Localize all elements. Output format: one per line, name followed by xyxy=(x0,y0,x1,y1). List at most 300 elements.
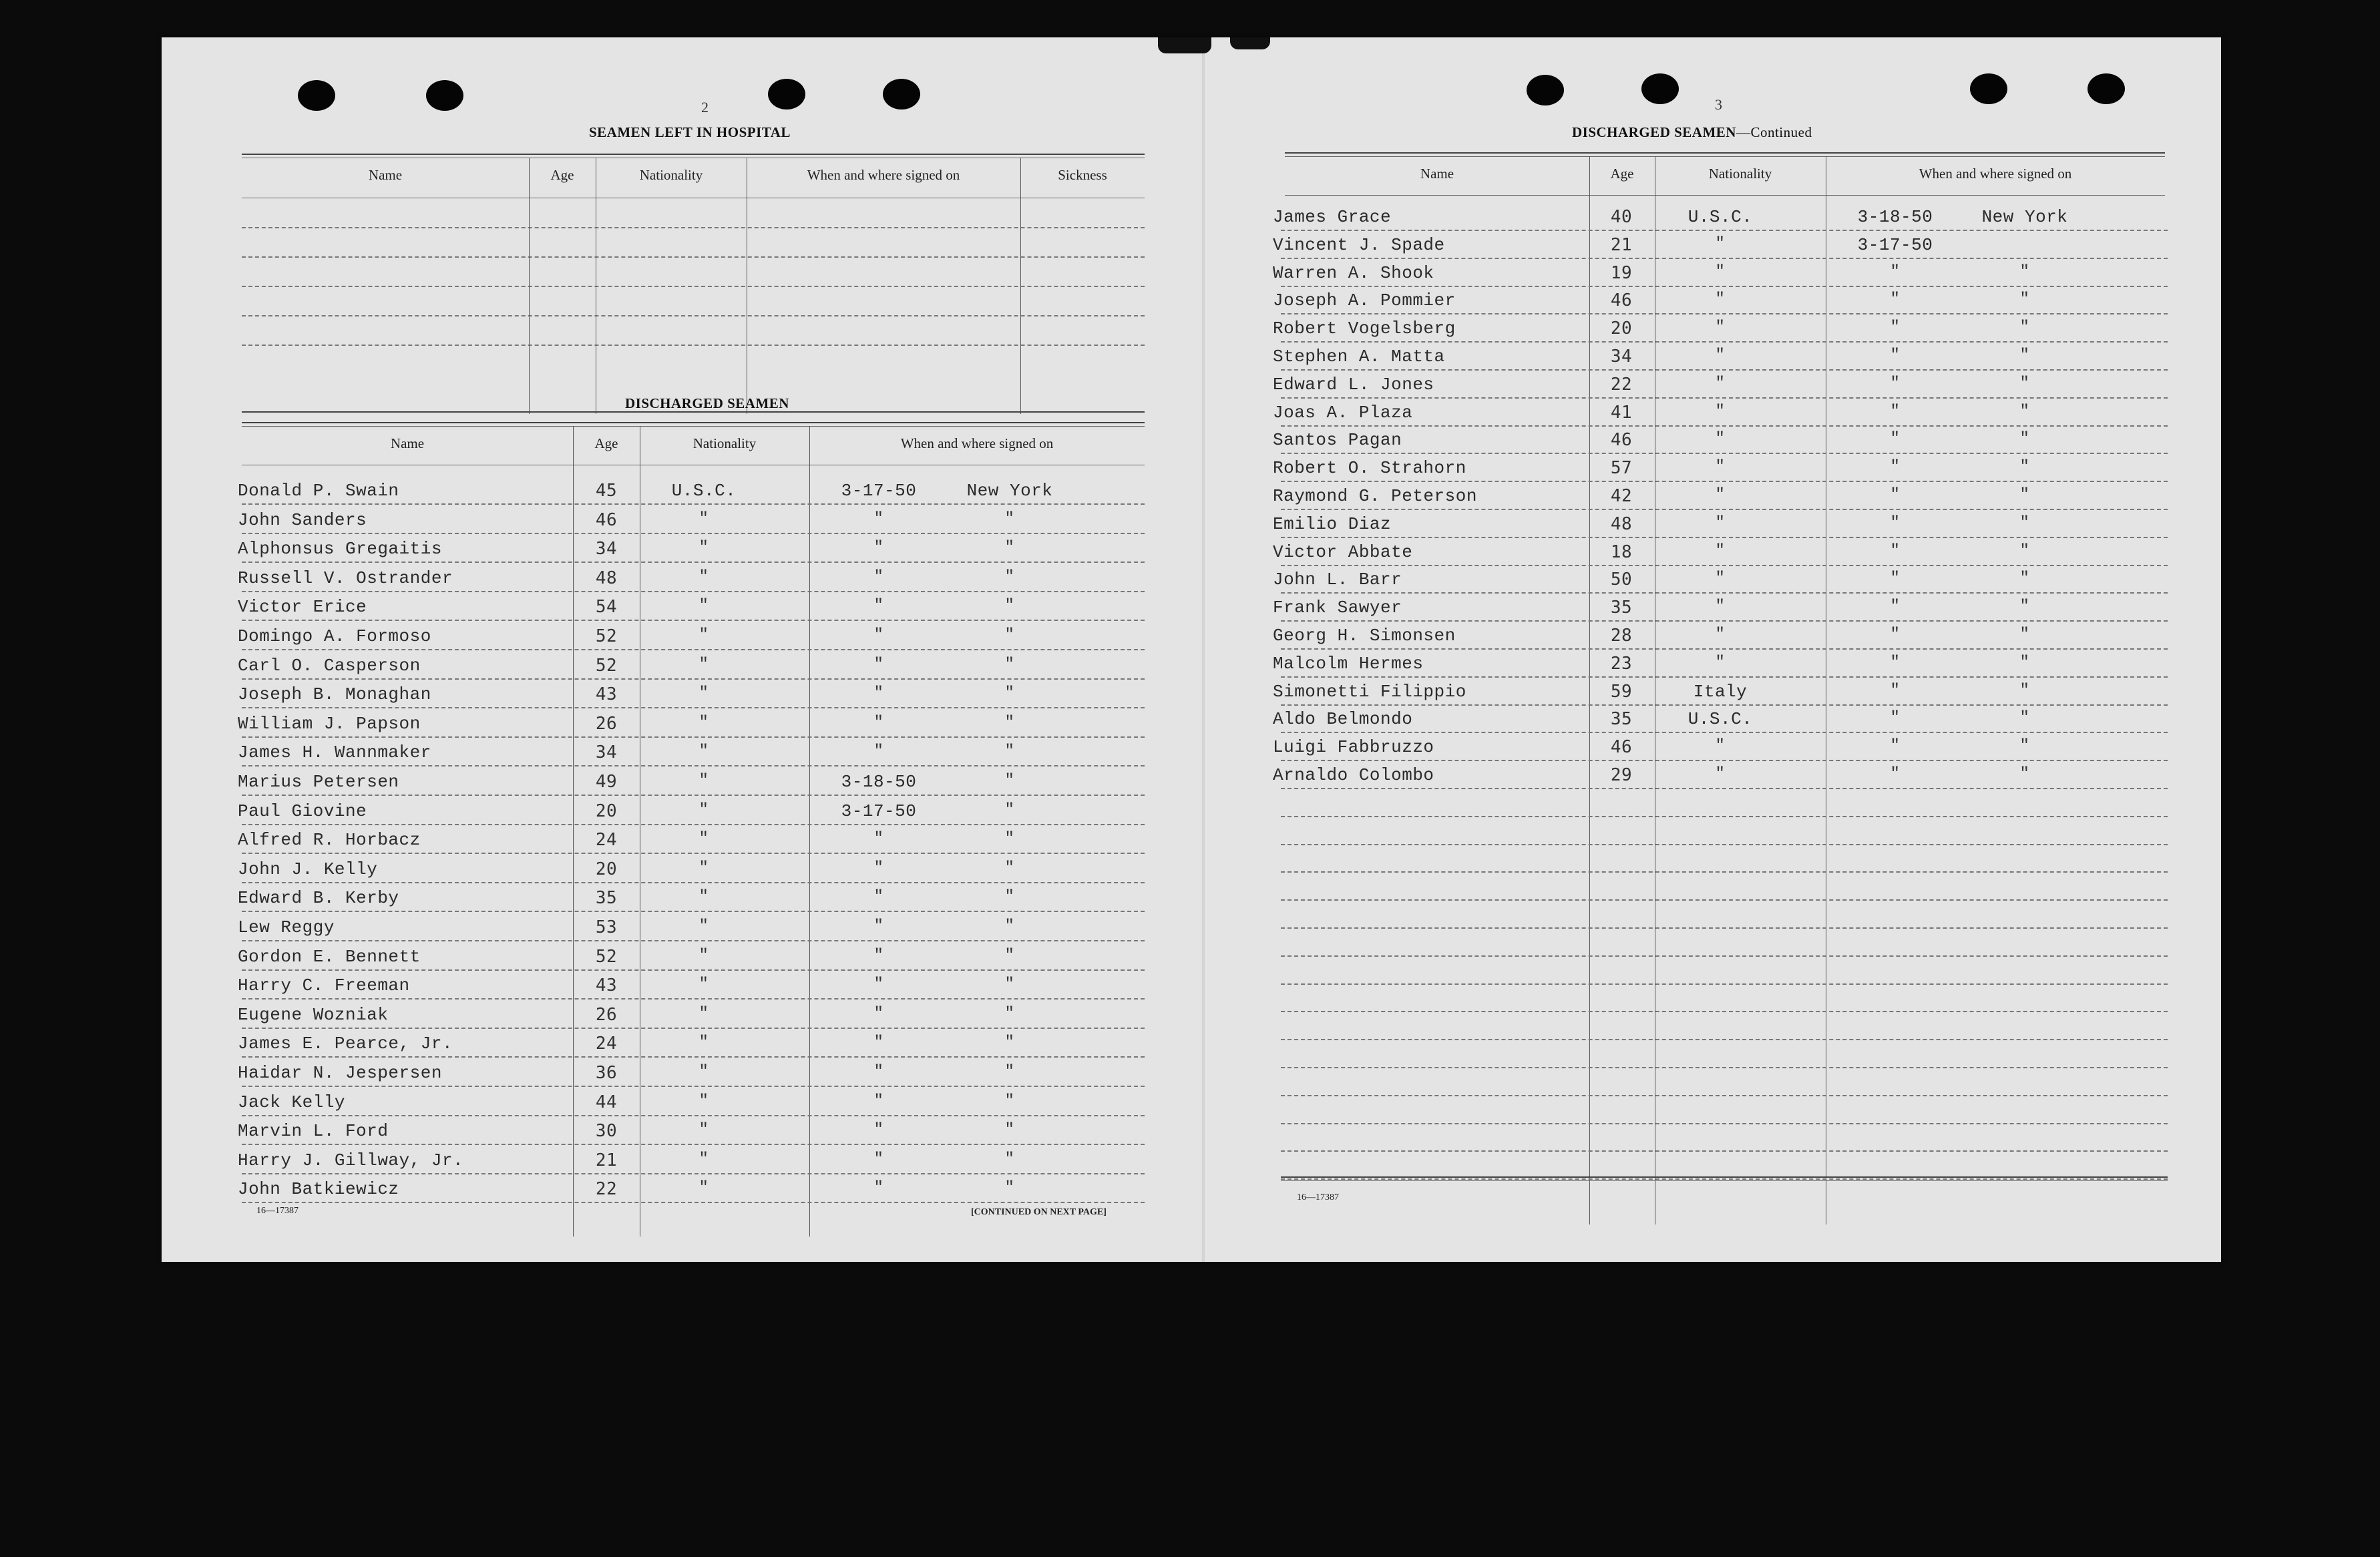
blank-row-rule xyxy=(1281,927,2168,929)
seaman-nationality: " xyxy=(1715,626,1726,644)
seaman-signed-on-place: " xyxy=(2019,598,2030,616)
seaman-age: 34 xyxy=(595,742,618,763)
seaman-age: 48 xyxy=(1610,513,1633,534)
seaman-signed-on-place: " xyxy=(1004,626,1015,644)
hospital-blank-line xyxy=(242,315,1145,316)
seaman-name: Domingo A. Formoso xyxy=(238,626,431,646)
row-rule xyxy=(242,853,1145,854)
blank-row-rule xyxy=(1281,1150,2168,1152)
seaman-signed-on-date: 3-17-50 xyxy=(841,481,917,501)
blank-row-rule xyxy=(1281,871,2168,873)
row-rule xyxy=(242,1173,1145,1174)
seaman-nationality: " xyxy=(699,597,709,616)
blank-row-rule xyxy=(1281,1011,2168,1012)
seaman-nationality: " xyxy=(699,975,709,994)
blank-row-rule xyxy=(1281,816,2168,817)
seaman-signed-on-place: " xyxy=(1004,946,1015,965)
seaman-signed-on-date: " xyxy=(873,888,884,907)
seaman-name: Joseph B. Monaghan xyxy=(238,684,431,705)
seaman-signed-on-place: " xyxy=(1004,859,1015,877)
seaman-age: 45 xyxy=(595,481,618,501)
seaman-name: Frank Sawyer xyxy=(1273,598,1402,618)
seaman-age: 46 xyxy=(1610,430,1633,451)
seaman-nationality: " xyxy=(1715,653,1726,672)
seaman-name: Alphonsus Gregaitis xyxy=(238,539,442,560)
row-rule xyxy=(1281,537,2168,538)
row-rule xyxy=(1281,648,2168,650)
blank-row-rule xyxy=(1281,1178,2168,1180)
seaman-age: 22 xyxy=(595,1179,618,1200)
seaman-nationality: " xyxy=(699,713,709,732)
row-rule xyxy=(242,562,1145,563)
seaman-age: 46 xyxy=(1610,290,1633,311)
hospital-blank-line xyxy=(242,345,1145,346)
seaman-signed-on-date: " xyxy=(873,626,884,644)
seaman-nationality: " xyxy=(1715,430,1726,449)
row-rule xyxy=(1281,676,2168,678)
seaman-signed-on-date: " xyxy=(873,975,884,994)
row-rule xyxy=(242,795,1145,796)
seaman-signed-on-place: " xyxy=(1004,1034,1015,1052)
seaman-nationality: U.S.C. xyxy=(671,481,737,501)
row-rule xyxy=(242,1144,1145,1145)
seaman-nationality: " xyxy=(699,917,709,935)
seaman-age: 57 xyxy=(1610,458,1633,479)
row-rule xyxy=(1281,592,2168,594)
seaman-name: Victor Erice xyxy=(238,597,367,618)
seaman-signed-on-place: " xyxy=(1004,1092,1015,1110)
seaman-signed-on-place: " xyxy=(2019,681,2030,700)
hospital-col-name: Name xyxy=(368,167,403,183)
seaman-nationality: " xyxy=(1715,598,1726,616)
seaman-signed-on-place: " xyxy=(1004,830,1015,849)
page-fold xyxy=(1202,37,1205,1262)
punch-hole xyxy=(298,80,335,111)
seaman-age: 24 xyxy=(595,1034,618,1054)
hospital-col-nationality: Nationality xyxy=(639,167,703,183)
row-rule xyxy=(1281,788,2168,789)
seaman-signed-on-place: " xyxy=(2019,541,2030,560)
seaman-signed-on-date: " xyxy=(873,568,884,586)
seaman-nationality: " xyxy=(699,1150,709,1168)
seaman-name: Stephen A. Matta xyxy=(1273,347,1445,367)
seaman-signed-on-date: " xyxy=(873,1179,884,1198)
seaman-name: Arnaldo Colombo xyxy=(1273,765,1434,785)
discharged-top-rule xyxy=(242,422,1145,423)
seaman-nationality: " xyxy=(699,946,709,965)
row-rule xyxy=(242,591,1145,592)
seaman-name: John J. Kelly xyxy=(238,859,378,879)
seaman-name: William J. Papson xyxy=(238,713,421,734)
seaman-name: Paul Giovine xyxy=(238,801,367,821)
seaman-age: 20 xyxy=(595,859,618,879)
seaman-signed-on-date: " xyxy=(1890,430,1901,449)
seaman-signed-on-place: " xyxy=(2019,737,2030,756)
seaman-age: 35 xyxy=(1610,709,1633,730)
seaman-nationality: " xyxy=(1715,486,1726,504)
seaman-name: Haidar N. Jespersen xyxy=(238,1063,442,1083)
seaman-signed-on-date: " xyxy=(1890,374,1901,393)
row-rule xyxy=(1281,509,2168,510)
row-rule xyxy=(242,998,1145,999)
seaman-signed-on-date: 3-18-50 xyxy=(1857,207,1933,227)
seaman-name: Malcolm Hermes xyxy=(1273,653,1424,674)
row-rule xyxy=(242,911,1145,912)
seaman-signed-on-place: " xyxy=(2019,430,2030,449)
seaman-nationality: " xyxy=(1715,765,1726,783)
seaman-signed-on-place: " xyxy=(1004,539,1015,558)
row-rule xyxy=(1281,704,2168,706)
right-col-age: Age xyxy=(1610,166,1634,182)
row-rule xyxy=(1281,341,2168,343)
row-rule xyxy=(242,765,1145,766)
row-rule xyxy=(242,620,1145,621)
seaman-signed-on-place: " xyxy=(1004,1063,1015,1081)
seaman-age: 41 xyxy=(1610,402,1633,423)
blank-row-rule xyxy=(1281,955,2168,957)
seaman-signed-on-place: " xyxy=(2019,458,2030,477)
seaman-signed-on-date: " xyxy=(873,684,884,703)
seaman-nationality: " xyxy=(1715,318,1726,337)
seaman-signed-on-date: 3-18-50 xyxy=(841,772,917,792)
seaman-signed-on-place: " xyxy=(1004,1150,1015,1168)
seaman-nationality: " xyxy=(699,1063,709,1081)
seaman-name: Donald P. Swain xyxy=(238,481,399,501)
seaman-name: Lew Reggy xyxy=(238,917,335,937)
seaman-age: 44 xyxy=(595,1092,618,1112)
seaman-name: Russell V. Ostrander xyxy=(238,568,453,588)
seaman-nationality: " xyxy=(699,539,709,558)
blank-row-rule xyxy=(1281,1067,2168,1068)
seaman-name: Gordon E. Bennett xyxy=(238,946,421,967)
seaman-age: 20 xyxy=(1610,318,1633,339)
seaman-name: James H. Wannmaker xyxy=(238,742,431,763)
seaman-nationality: " xyxy=(699,568,709,586)
seaman-nationality: Italy xyxy=(1693,681,1748,702)
seaman-name: Alfred R. Horbacz xyxy=(238,830,421,851)
row-rule xyxy=(242,533,1145,534)
paper-tear xyxy=(1230,37,1270,49)
row-rule xyxy=(242,678,1145,680)
row-rule xyxy=(1281,565,2168,566)
seaman-age: 48 xyxy=(595,568,618,588)
seaman-age: 49 xyxy=(595,772,618,792)
seaman-name: John Batkiewicz xyxy=(238,1179,399,1200)
seaman-age: 36 xyxy=(595,1063,618,1083)
seaman-signed-on-place: " xyxy=(1004,568,1015,586)
seaman-signed-on-place: " xyxy=(2019,486,2030,504)
seaman-nationality: U.S.C. xyxy=(1688,207,1753,227)
seaman-signed-on-date: " xyxy=(873,1092,884,1110)
paper-tear xyxy=(1158,37,1211,53)
seaman-signed-on-date: 3-17-50 xyxy=(841,801,917,821)
row-rule xyxy=(242,1202,1145,1203)
seaman-nationality: " xyxy=(699,830,709,849)
seaman-signed-on-place: " xyxy=(2019,626,2030,644)
right-page-number: 3 xyxy=(1715,96,1722,113)
seaman-nationality: " xyxy=(1715,374,1726,393)
seaman-nationality: U.S.C. xyxy=(1688,709,1753,730)
discharged-col-age: Age xyxy=(594,435,618,451)
seaman-signed-on-place: " xyxy=(2019,290,2030,309)
row-rule xyxy=(1281,258,2168,259)
seaman-age: 52 xyxy=(595,626,618,646)
seaman-signed-on-place: " xyxy=(1004,655,1015,674)
seaman-age: 21 xyxy=(595,1150,618,1170)
seaman-nationality: " xyxy=(699,742,709,761)
seaman-nationality: " xyxy=(1715,290,1726,309)
seaman-age: 29 xyxy=(1610,765,1633,785)
seaman-name: Joseph A. Pommier xyxy=(1273,290,1456,311)
seaman-signed-on-place: " xyxy=(1004,597,1015,616)
seaman-age: 50 xyxy=(1610,570,1633,590)
seaman-name: Vincent J. Spade xyxy=(1273,234,1445,255)
seaman-signed-on-date: " xyxy=(873,1150,884,1168)
continued-section-title-suffix: —Continued xyxy=(1736,124,1812,140)
seaman-name: Marvin L. Ford xyxy=(238,1121,389,1142)
seaman-name: John Sanders xyxy=(238,509,367,530)
seaman-nationality: " xyxy=(699,1179,709,1198)
hospital-blank-line xyxy=(242,227,1145,228)
seaman-name: James Grace xyxy=(1273,207,1392,227)
seaman-nationality: " xyxy=(1715,402,1726,421)
punch-hole xyxy=(1527,75,1564,105)
seaman-signed-on-date: " xyxy=(1890,765,1901,783)
seaman-nationality: " xyxy=(699,801,709,819)
seaman-age: 52 xyxy=(595,946,618,967)
continued-note: [CONTINUED ON NEXT PAGE] xyxy=(971,1207,1107,1217)
row-rule xyxy=(242,649,1145,650)
seaman-nationality: " xyxy=(699,1004,709,1023)
seaman-signed-on-place: " xyxy=(2019,653,2030,672)
seaman-age: 59 xyxy=(1610,681,1633,702)
seaman-signed-on-place: " xyxy=(1004,772,1015,790)
seaman-signed-on-date: 3-17-50 xyxy=(1857,234,1933,255)
seaman-age: 34 xyxy=(1610,347,1633,367)
seaman-name: Emilio Diaz xyxy=(1273,513,1392,534)
punch-hole xyxy=(2088,73,2125,104)
discharged-section-title: DISCHARGED SEAMEN xyxy=(625,395,789,411)
seaman-name: Raymond G. Peterson xyxy=(1273,486,1477,506)
blank-row-rule xyxy=(1281,1039,2168,1040)
row-rule xyxy=(1281,620,2168,622)
hospital-col-sickness: Sickness xyxy=(1058,167,1107,183)
seaman-age: 28 xyxy=(1610,626,1633,646)
seaman-signed-on-date: " xyxy=(1890,709,1901,728)
row-rule xyxy=(242,1115,1145,1116)
seaman-age: 35 xyxy=(1610,598,1633,618)
seaman-age: 19 xyxy=(1610,262,1633,283)
hospital-col-signed-on: When and where signed on xyxy=(807,167,960,183)
seaman-name: Victor Abbate xyxy=(1273,541,1413,562)
punch-hole xyxy=(1970,73,2007,104)
seaman-age: 43 xyxy=(595,975,618,996)
seaman-signed-on-place: " xyxy=(2019,262,2030,281)
seaman-nationality: " xyxy=(1715,570,1726,588)
seaman-signed-on-date: " xyxy=(1890,458,1901,477)
seaman-signed-on-date: " xyxy=(1890,486,1901,504)
seaman-signed-on-date: " xyxy=(1890,402,1901,421)
row-rule xyxy=(1281,760,2168,761)
seaman-signed-on-date: " xyxy=(1890,262,1901,281)
seaman-signed-on-place: " xyxy=(2019,570,2030,588)
seaman-nationality: " xyxy=(699,888,709,907)
seaman-signed-on-place: " xyxy=(1004,917,1015,935)
seaman-name: Warren A. Shook xyxy=(1273,262,1434,283)
seaman-signed-on-place: " xyxy=(2019,347,2030,365)
seaman-signed-on-date: " xyxy=(873,539,884,558)
seaman-signed-on-place: " xyxy=(1004,509,1015,528)
seaman-signed-on-place: " xyxy=(1004,713,1015,732)
seaman-signed-on-date: " xyxy=(873,1034,884,1052)
right-col-signed-on: When and where signed on xyxy=(1919,166,2072,182)
seaman-nationality: " xyxy=(1715,347,1726,365)
row-rule xyxy=(242,882,1145,883)
seaman-signed-on-date: " xyxy=(1890,513,1901,532)
seaman-age: 54 xyxy=(595,597,618,618)
seaman-name: Jack Kelly xyxy=(238,1092,346,1112)
seaman-signed-on-date: " xyxy=(873,830,884,849)
seaman-age: 24 xyxy=(595,830,618,851)
seaman-nationality: " xyxy=(699,859,709,877)
right-col-name: Name xyxy=(1420,166,1454,182)
continued-section-title-main: DISCHARGED SEAMEN xyxy=(1572,124,1736,140)
seaman-age: 20 xyxy=(595,801,618,821)
seaman-nationality: " xyxy=(699,1034,709,1052)
row-rule xyxy=(1281,313,2168,314)
seaman-signed-on-date: " xyxy=(1890,290,1901,309)
seaman-age: 22 xyxy=(1610,374,1633,395)
seaman-age: 46 xyxy=(595,509,618,530)
hospital-top-rule xyxy=(242,154,1145,155)
hospital-blank-line xyxy=(242,286,1145,287)
seaman-nationality: " xyxy=(1715,458,1726,477)
seaman-signed-on-place: " xyxy=(1004,742,1015,761)
seaman-signed-on-place: " xyxy=(1004,975,1015,994)
seaman-signed-on-date: " xyxy=(1890,737,1901,756)
right-form-number: 16—17387 xyxy=(1297,1192,1339,1202)
seaman-signed-on-date: " xyxy=(1890,347,1901,365)
discharged-col-signed-on: When and where signed on xyxy=(900,435,1054,451)
seaman-signed-on-date: " xyxy=(873,1063,884,1081)
seaman-signed-on-place: New York xyxy=(1981,207,2068,227)
seaman-name: James E. Pearce, Jr. xyxy=(238,1034,453,1054)
seaman-age: 53 xyxy=(595,917,618,937)
seaman-signed-on-date: " xyxy=(1890,570,1901,588)
seaman-name: Eugene Wozniak xyxy=(238,1004,389,1025)
seaman-name: Marius Petersen xyxy=(238,772,399,792)
seaman-name: Carl O. Casperson xyxy=(238,655,421,676)
left-form-number: 16—17387 xyxy=(256,1206,299,1216)
seaman-age: 42 xyxy=(1610,486,1633,506)
seaman-signed-on-place: " xyxy=(2019,402,2030,421)
row-rule xyxy=(242,736,1145,738)
seaman-signed-on-place: New York xyxy=(966,481,1053,501)
right-col-nationality: Nationality xyxy=(1708,166,1772,182)
seaman-name: Santos Pagan xyxy=(1273,430,1402,451)
seaman-signed-on-date: " xyxy=(873,509,884,528)
seaman-nationality: " xyxy=(699,1092,709,1110)
punch-hole xyxy=(768,79,805,109)
seaman-name: Aldo Belmondo xyxy=(1273,709,1413,730)
punch-hole xyxy=(883,79,920,109)
blank-row-rule xyxy=(1281,983,2168,985)
seaman-nationality: " xyxy=(1715,262,1726,281)
blank-row-rule xyxy=(1281,1095,2168,1096)
seaman-name: Robert Vogelsberg xyxy=(1273,318,1456,339)
hospital-section-title: SEAMEN LEFT IN HOSPITAL xyxy=(589,124,791,140)
seaman-age: 35 xyxy=(595,888,618,909)
seaman-name: Joas A. Plaza xyxy=(1273,402,1413,423)
row-rule xyxy=(242,707,1145,708)
discharged-col-name: Name xyxy=(390,435,425,451)
seaman-age: 30 xyxy=(595,1121,618,1142)
row-rule xyxy=(242,969,1145,971)
seaman-signed-on-date: " xyxy=(873,597,884,616)
seaman-signed-on-date: " xyxy=(873,655,884,674)
seaman-age: 43 xyxy=(595,684,618,705)
seaman-signed-on-place: " xyxy=(2019,709,2030,728)
seaman-signed-on-place: " xyxy=(2019,513,2030,532)
ledger-paper xyxy=(162,37,2221,1262)
seaman-age: 26 xyxy=(595,1004,618,1025)
seaman-nationality: " xyxy=(1715,234,1726,253)
seaman-signed-on-date: " xyxy=(1890,681,1901,700)
seaman-name: Edward L. Jones xyxy=(1273,374,1434,395)
seaman-signed-on-date: " xyxy=(873,1004,884,1023)
seaman-signed-on-place: " xyxy=(2019,318,2030,337)
seaman-age: 21 xyxy=(1610,234,1633,255)
row-rule xyxy=(242,940,1145,941)
seaman-signed-on-date: " xyxy=(873,917,884,935)
seaman-signed-on-place: " xyxy=(1004,801,1015,819)
row-rule xyxy=(1281,286,2168,287)
seaman-nationality: " xyxy=(699,772,709,790)
seaman-name: John L. Barr xyxy=(1273,570,1402,590)
seaman-nationality: " xyxy=(1715,737,1726,756)
seaman-age: 40 xyxy=(1610,207,1633,227)
seaman-signed-on-date: " xyxy=(1890,653,1901,672)
seaman-signed-on-date: " xyxy=(873,742,884,761)
seaman-age: 23 xyxy=(1610,653,1633,674)
seaman-signed-on-date: " xyxy=(873,713,884,732)
seaman-signed-on-place: " xyxy=(2019,374,2030,393)
seaman-signed-on-place: " xyxy=(1004,888,1015,907)
seaman-age: 52 xyxy=(595,655,618,676)
seaman-name: Harry C. Freeman xyxy=(238,975,410,996)
seaman-signed-on-place: " xyxy=(1004,684,1015,703)
seaman-signed-on-date: " xyxy=(873,1121,884,1140)
punch-hole xyxy=(1641,73,1679,104)
seaman-name: Georg H. Simonsen xyxy=(1273,626,1456,646)
seaman-name: Robert O. Strahorn xyxy=(1273,458,1466,479)
row-rule xyxy=(242,503,1145,505)
seaman-nationality: " xyxy=(699,626,709,644)
seaman-name: Simonetti Filippio xyxy=(1273,681,1466,702)
seaman-signed-on-place: " xyxy=(2019,765,2030,783)
seaman-signed-on-place: " xyxy=(1004,1004,1015,1023)
seaman-name: Harry J. Gillway, Jr. xyxy=(238,1150,464,1170)
discharged-col-nationality: Nationality xyxy=(692,435,757,451)
seaman-signed-on-date: " xyxy=(873,946,884,965)
seaman-signed-on-date: " xyxy=(1890,626,1901,644)
row-rule xyxy=(242,1086,1145,1087)
seaman-signed-on-date: " xyxy=(1890,598,1901,616)
seaman-nationality: " xyxy=(699,1121,709,1140)
seaman-signed-on-date: " xyxy=(1890,318,1901,337)
seaman-age: 26 xyxy=(595,713,618,734)
seaman-nationality: " xyxy=(699,509,709,528)
